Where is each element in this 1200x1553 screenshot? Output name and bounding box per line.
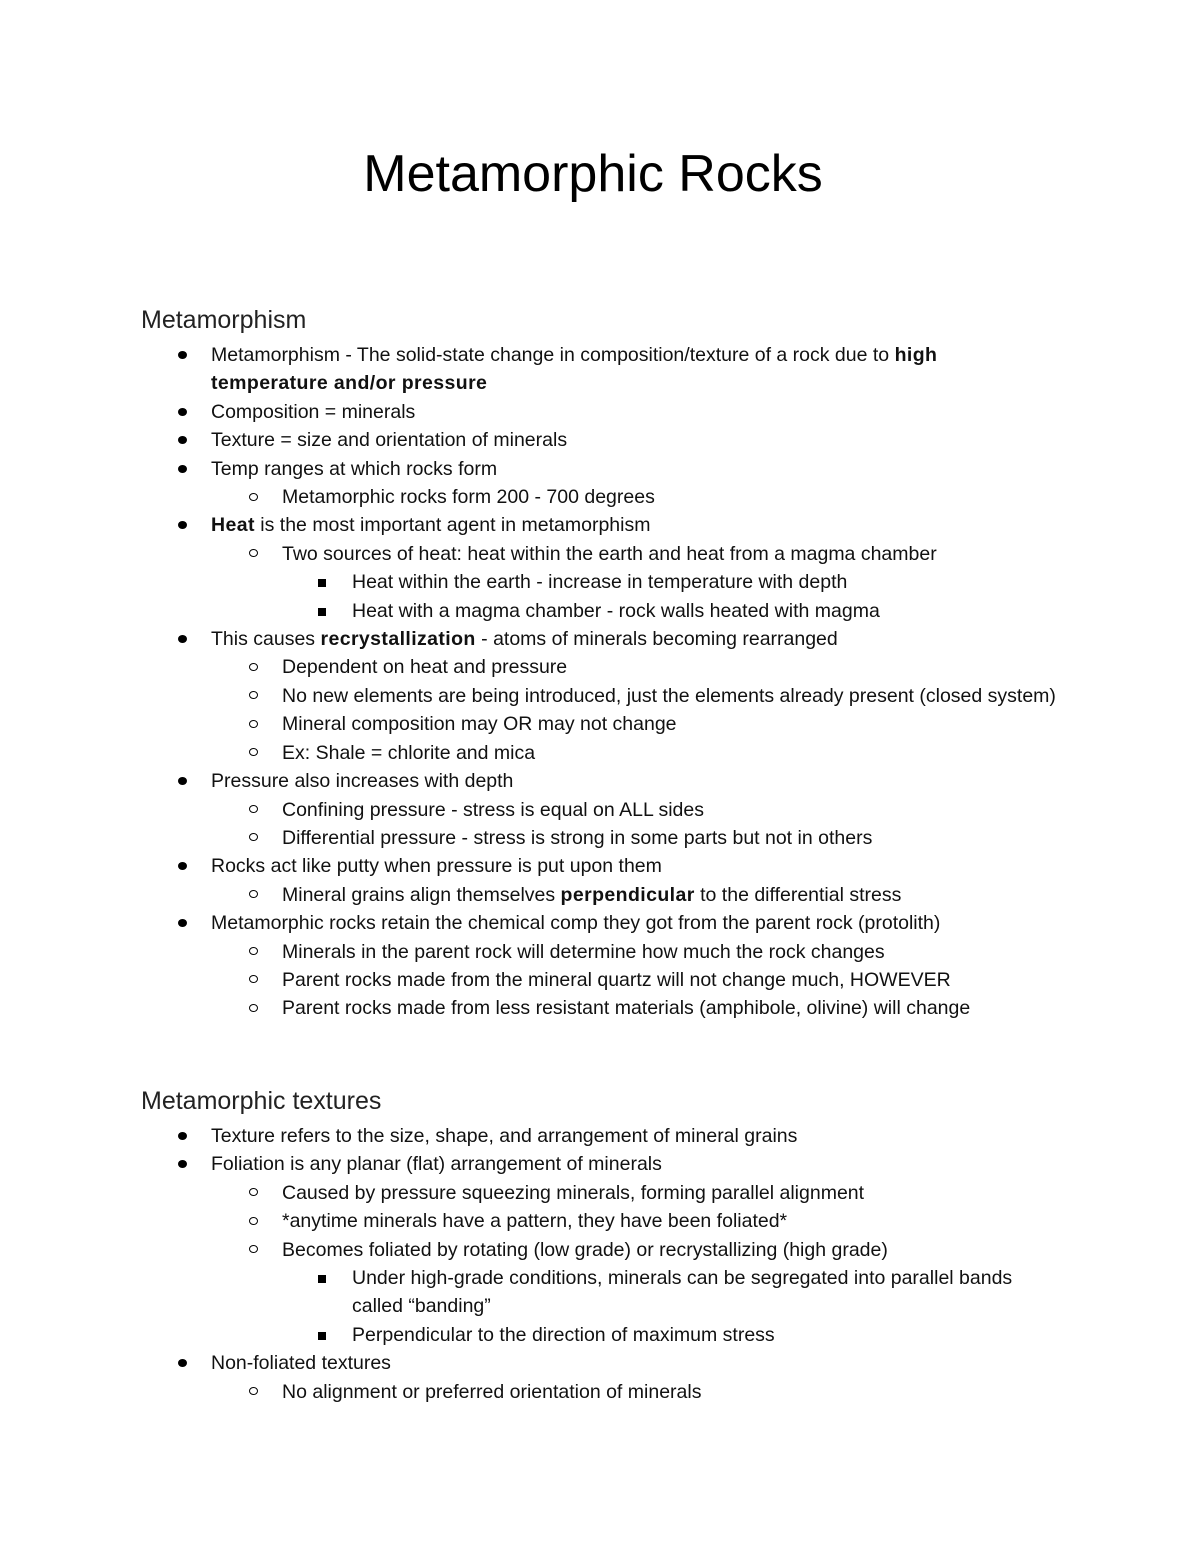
list-item [0, 597, 1032, 625]
circle-bullet-icon [249, 691, 258, 699]
page-title: Metamorphic Rocks [363, 145, 823, 203]
circle-bullet-icon [249, 805, 258, 813]
disc-bullet-icon [178, 1160, 187, 1168]
list-item [0, 568, 1032, 596]
list-item [0, 1321, 1032, 1349]
text-run: Heat within the earth - increase in temperature with depth [352, 571, 848, 594]
text-run: *anytime minerals have a pattern, they have been foliated* [282, 1210, 788, 1233]
text-run: Perpendicular to the direction of maximum stress [352, 1323, 775, 1346]
circle-bullet-icon [249, 1245, 258, 1253]
text-run: Temp ranges at which rocks form [211, 457, 498, 480]
text-run: Mineral composition may OR may not change [282, 713, 677, 736]
text-run: Metamorphic rocks retain the chemical comp they got from the parent rock (protolith) [211, 912, 941, 935]
text-run: Metamorphism - The solid-state change in composition/texture of a rock due to [211, 344, 895, 366]
circle-bullet-icon [249, 1188, 258, 1196]
bullet-list-metamorphic-textures [0, 1122, 1200, 1406]
text-run: Foliation is any planar (flat) arrangement of minerals [211, 1153, 662, 1176]
list-item [0, 1122, 1031, 1150]
disc-bullet-icon [178, 436, 187, 444]
square-bullet-icon [318, 1275, 326, 1283]
text-run: Parent rocks made from less resistant materials (amphibole, olivine) will change [282, 997, 971, 1020]
disc-bullet-icon [178, 351, 187, 359]
list-item [0, 540, 1062, 568]
disc-bullet-icon [178, 521, 187, 529]
section-heading-metamorphic-textures: Metamorphic textures [141, 1087, 382, 1115]
text-run: Confining pressure - stress is equal on ALL sides [282, 798, 705, 821]
list-item [0, 1207, 1062, 1235]
circle-bullet-icon [249, 833, 258, 841]
list-item [0, 1179, 1062, 1207]
circle-bullet-icon [249, 1004, 258, 1012]
list-item [0, 682, 1062, 710]
text-run: No new elements are being introduced, just the elements already present (closed system) [282, 684, 1056, 707]
disc-bullet-icon [178, 1359, 187, 1367]
circle-bullet-icon [249, 663, 258, 671]
bold-text: recrystallization [320, 628, 476, 651]
square-bullet-icon [318, 579, 326, 587]
text-run: Two sources of heat: heat within the earth and heat from a magma chamber [282, 542, 937, 565]
list-item [0, 796, 1062, 824]
text-run: Composition = minerals [211, 400, 416, 423]
square-bullet-icon [318, 608, 326, 616]
list-item [0, 398, 1031, 426]
circle-bullet-icon [249, 1217, 258, 1225]
text-run: Parent rocks made from the mineral quartz will not change much, HOWEVER [282, 968, 951, 991]
bold-text: Heat [211, 514, 255, 537]
bullet-list-metamorphism [0, 341, 1200, 1023]
text-run: Under high-grade conditions, minerals can be segregated into parallel bands called “banding” [352, 1267, 1013, 1318]
text-run: Texture refers to the size, shape, and arrangement of mineral grains [211, 1125, 798, 1147]
text-run: No alignment or preferred orientation of minerals [282, 1380, 702, 1403]
text-run: Metamorphic rocks form 200 - 700 degrees [282, 486, 655, 509]
list-item [0, 426, 1031, 454]
list-item [0, 1236, 1062, 1264]
disc-bullet-icon [178, 635, 187, 643]
circle-bullet-icon [249, 1387, 258, 1395]
text-run: Mineral grains align themselves [282, 883, 561, 906]
text-run: Caused by pressure squeezing minerals, forming parallel alignment [282, 1181, 865, 1204]
disc-bullet-icon [178, 408, 187, 416]
disc-bullet-icon [178, 465, 187, 473]
list-item [0, 341, 1031, 398]
list-item [0, 511, 1031, 539]
circle-bullet-icon [249, 748, 258, 756]
text-run: Differential pressure - stress is strong in some parts but not in others [282, 826, 873, 849]
text-run: Dependent on heat and pressure [282, 656, 568, 679]
list-item [0, 767, 1031, 795]
list-item [0, 881, 1062, 909]
circle-bullet-icon [249, 890, 258, 898]
list-item [0, 909, 1031, 937]
list-item [0, 852, 1031, 880]
text-run: Ex: Shale = chlorite and mica [282, 741, 536, 764]
list-item [0, 1349, 1031, 1377]
circle-bullet-icon [249, 947, 258, 955]
list-item [0, 710, 1062, 738]
text-run: to the differential stress [694, 883, 902, 906]
disc-bullet-icon [178, 1132, 187, 1140]
section-heading-metamorphism: Metamorphism [141, 306, 307, 334]
text-run: Rocks act like putty when pressure is put upon them [211, 855, 662, 878]
list-item [0, 1264, 1032, 1321]
circle-bullet-icon [249, 549, 258, 557]
disc-bullet-icon [178, 862, 187, 870]
disc-bullet-icon [178, 919, 187, 927]
text-run: Becomes foliated by rotating (low grade) or recrystallizing (high grade) [282, 1238, 888, 1261]
text-run: is the most important agent in metamorphism [254, 514, 651, 537]
list-item [0, 483, 1062, 511]
text-run: Pressure also increases with depth [211, 770, 514, 793]
list-item [0, 1150, 1031, 1178]
list-item [0, 739, 1062, 767]
disc-bullet-icon [178, 777, 187, 785]
text-run: Non-foliated textures [211, 1352, 391, 1375]
text-run: Texture = size and orientation of minerals [211, 429, 568, 452]
bold-text: perpendicular [560, 883, 695, 906]
list-item [0, 994, 1062, 1022]
bold-text: high temperature and/or pressure [211, 344, 938, 395]
circle-bullet-icon [249, 493, 258, 501]
list-item [0, 625, 1031, 653]
circle-bullet-icon [249, 975, 258, 983]
list-item [0, 455, 1031, 483]
list-item [0, 1378, 1062, 1406]
text-run: Minerals in the parent rock will determine how much the rock changes [282, 940, 885, 963]
text-run: - atoms of minerals becoming rearranged [475, 628, 838, 651]
list-item [0, 824, 1062, 852]
text-run: Heat with a magma chamber - rock walls heated with magma [352, 599, 880, 622]
list-item [0, 966, 1062, 994]
square-bullet-icon [318, 1332, 326, 1340]
list-item [0, 938, 1062, 966]
circle-bullet-icon [249, 720, 258, 728]
text-run: This causes [211, 628, 321, 651]
list-item [0, 653, 1062, 681]
